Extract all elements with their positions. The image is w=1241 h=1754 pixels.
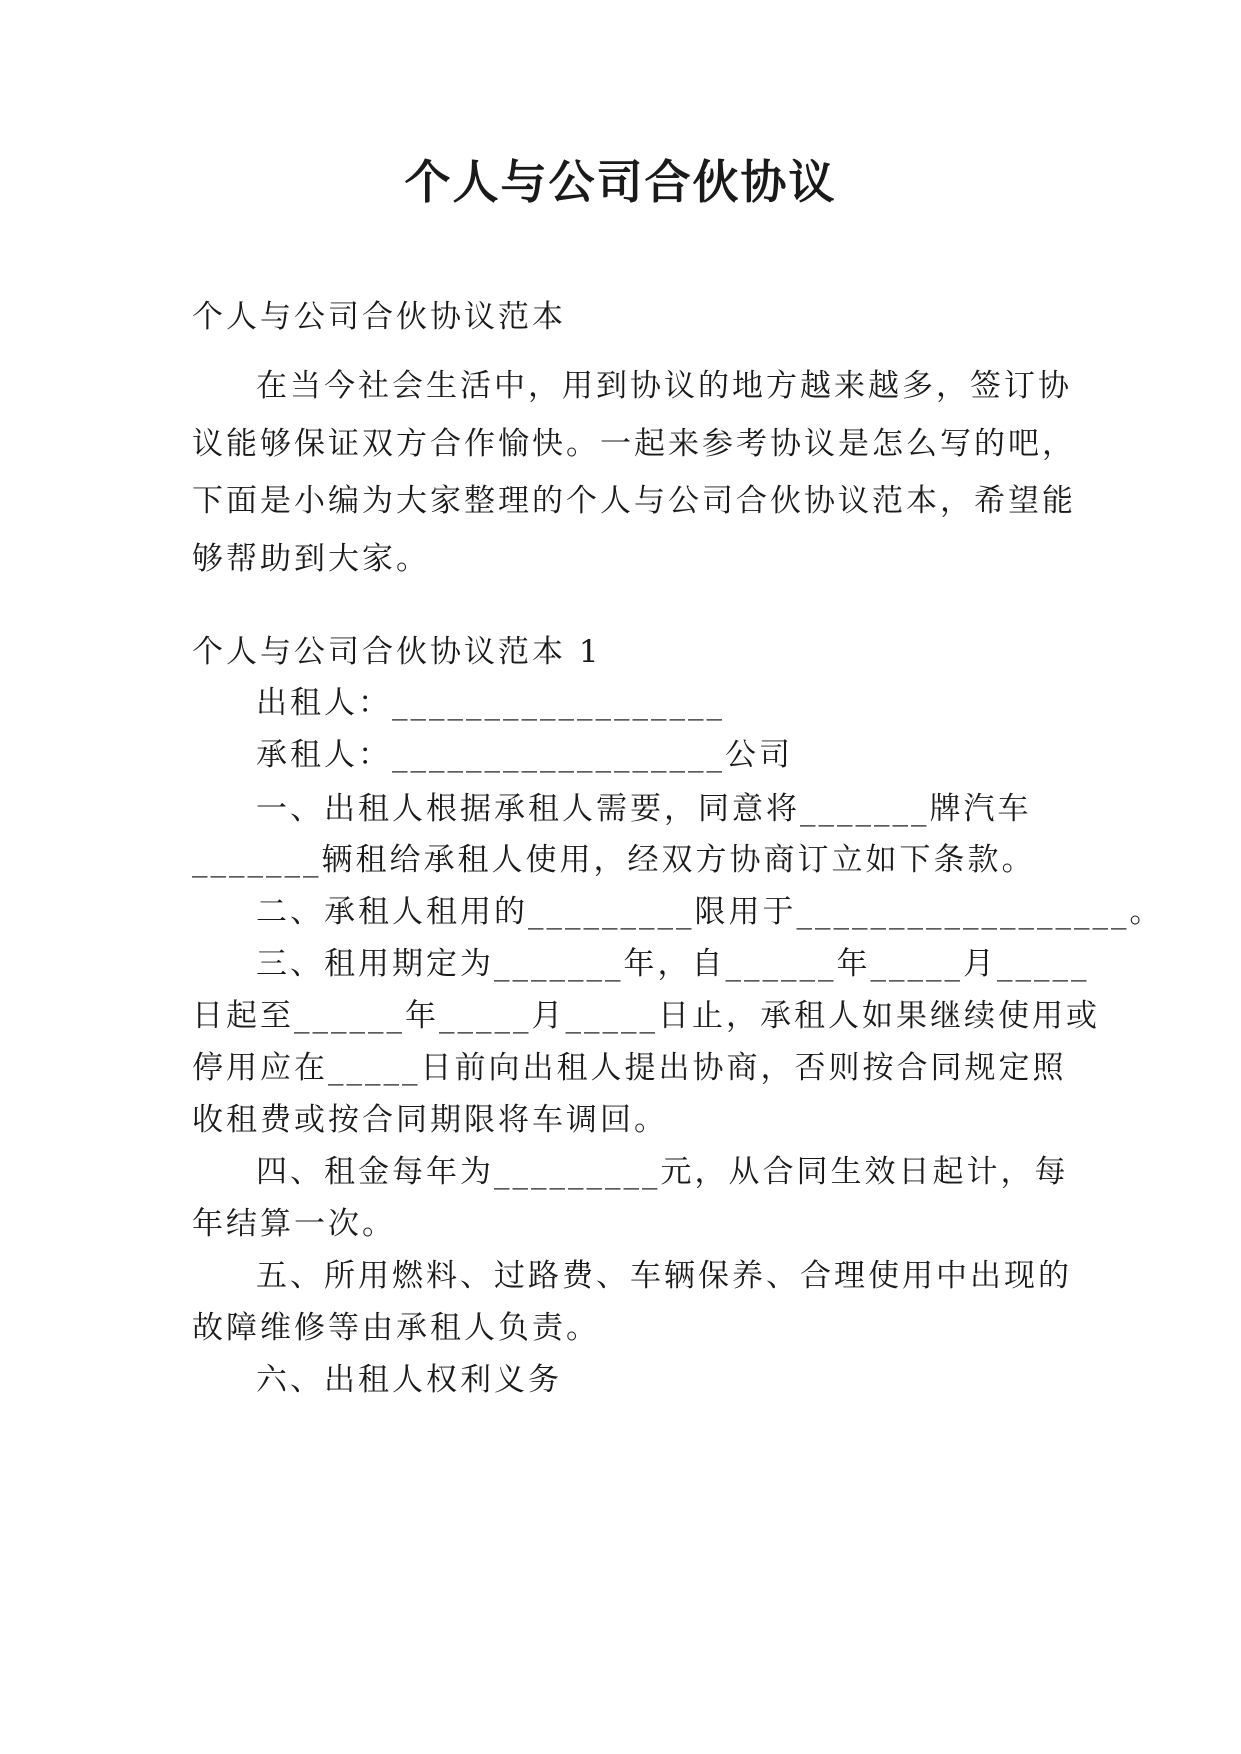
- clause-5-line-1: 五、所用燃料、过路费、车辆保养、合理使用中出现的: [256, 1258, 1072, 1294]
- clause-4-line-1: 四、租金每年为_________元，从合同生效日起计，每: [256, 1154, 1069, 1190]
- lessor-line: 出租人：__________________: [256, 685, 725, 721]
- clause-3-line-3: 停用应在_____日前向出租人提出协商，否则按合同规定照: [192, 1050, 1067, 1086]
- intro-line-1: 在当今社会生活中，用到协议的地方越来越多，签订协: [256, 368, 1072, 404]
- clause-5-line-2: 故障维修等由承租人负责。: [192, 1310, 600, 1346]
- clause-3-line-4: 收租费或按合同期限将车调回。: [192, 1102, 668, 1138]
- clause-1-line-1: 一、出租人根据承租人需要，同意将_______牌汽车: [256, 791, 1032, 827]
- document-title: 个人与公司合伙协议: [404, 155, 837, 209]
- subtitle: 个人与公司合伙协议范本: [192, 299, 566, 335]
- intro-line-2: 议能够保证双方合作愉快。一起来参考协议是怎么写的吧，: [192, 426, 1076, 462]
- clause-4-line-2: 年结算一次。: [192, 1206, 396, 1242]
- intro-line-3: 下面是小编为大家整理的个人与公司合伙协议范本，希望能: [192, 483, 1076, 519]
- section-heading: 个人与公司合伙协议范本 1: [192, 634, 602, 670]
- clause-3-line-2: 日起至______年_____月_____日止，承租人如果继续使用或: [192, 998, 1100, 1034]
- clause-3-line-1: 三、租用期定为_______年，自______年_____月_____: [256, 946, 1090, 982]
- clause-6-heading: 六、出租人权利义务: [256, 1362, 562, 1398]
- lessee-line: 承租人：__________________公司: [256, 737, 793, 773]
- intro-line-4: 够帮助到大家。: [192, 541, 430, 577]
- clause-2-line-1: 二、承租人租用的_________限用于__________________。: [256, 894, 1164, 930]
- clause-1-line-2: _______辆租给承租人使用，经双方协商订立如下条款。: [192, 842, 1036, 878]
